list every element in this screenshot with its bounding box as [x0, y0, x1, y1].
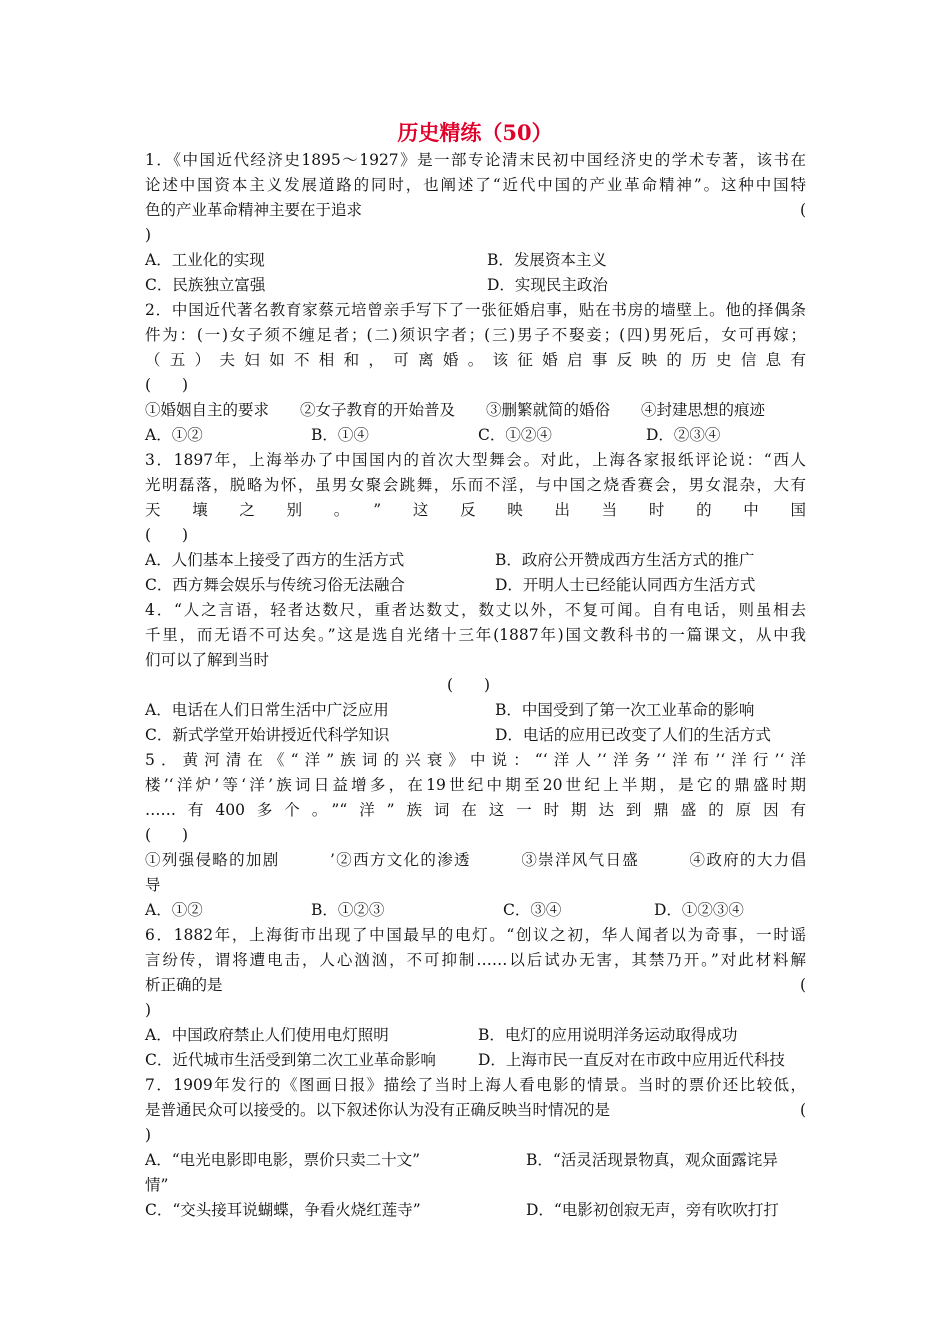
q6-option-d: D．上海市民一直反对在市政中应用近代科技: [478, 1051, 785, 1069]
q4-answer-paren: ( ): [447, 676, 491, 694]
q2-line-3: （五）夫妇如不相和，可离婚。该征婚启事反映的历史信息有: [145, 351, 806, 369]
q3-line-2: 光明磊落，脱略为怀，虽男女聚会跳舞，乐而不淫，与中国之烧香赛会，男女混杂，大有: [145, 476, 806, 494]
q4-option-b: B．中国受到了第一次工业革命的影响: [495, 701, 755, 719]
q1-option-a: A．工业化的实现: [145, 251, 265, 269]
q7-line-2: 是普通民众可以接受的。以下叙述你认为没有正确反映当时情况的是: [145, 1101, 611, 1119]
q2-option-b: B．①④: [311, 426, 369, 444]
q5-line-3: ……有400多个。”“洋”族词在这一时期达到鼎盛的原因有: [145, 801, 806, 819]
q5-line-1: 5．黄河清在《“洋”族词的兴衰》中说：“‘洋人’‘洋务’‘洋布’‘洋行’‘洋: [145, 751, 806, 769]
q4-line-1: 4．“人之言语，轻者达数尺，重者达数丈，数丈以外，不复可闻。自有电话，则虽相去: [145, 601, 806, 619]
q4-line-3: 们可以了解到当时: [145, 651, 270, 669]
q1-option-d: D．实现民主政治: [487, 276, 608, 294]
q5-option-c: C．③④: [503, 901, 562, 919]
q4-option-a: A．电话在人们日常生活中广泛应用: [145, 701, 389, 719]
q5-answer-paren: ( ): [145, 826, 189, 844]
q5-option-a: A．①②: [145, 901, 203, 919]
q2-option-d: D．②③④: [646, 426, 721, 444]
q7-option-b-cont: 情”: [145, 1176, 169, 1194]
q6-option-a: A．中国政府禁止人们使用电灯照明: [145, 1026, 389, 1044]
q2-option-a: A．①②: [145, 426, 203, 444]
q6-answer-paren-open: (: [799, 976, 806, 994]
q6-option-b: B．电灯的应用说明洋务运动取得成功: [478, 1026, 738, 1044]
q5-items: ①列强侵略的加剧 ’②西方文化的渗透 ③崇洋风气日盛 ④政府的大力倡: [145, 851, 806, 869]
q1-answer-paren-open: (: [799, 201, 806, 219]
q3-option-c: C．西方舞会娱乐与传统习俗无法融合: [145, 576, 405, 594]
q3-option-a: A．人们基本上接受了西方的生活方式: [145, 551, 405, 569]
q7-option-b: B．“活灵活现景物真，观众面露诧异: [526, 1151, 778, 1169]
q3-line-1: 3．1897年，上海举办了中国国内的首次大型舞会。对此，上海各家报纸评论说：“西人: [145, 451, 806, 469]
q1-option-c: C．民族独立富强: [145, 276, 266, 294]
q2-items: ①婚姻自主的要求 ②女子教育的开始普及 ③删繁就简的婚俗 ④封建思想的痕迹: [145, 401, 766, 419]
q3-answer-paren: ( ): [145, 526, 189, 544]
q2-line-1: 2．中国近代著名教育家蔡元培曾亲手写下了一张征婚启事，贴在书房的墙壁上。他的择偶条: [145, 301, 806, 319]
page-title: 历史精练（50）: [397, 120, 553, 145]
q6-line-3: 析正确的是: [145, 976, 223, 994]
q7-line-1: 7．1909年发行的《图画日报》描绘了当时上海人看电影的情景。当时的票价还比较低，: [145, 1076, 806, 1094]
q1-line-2: 论述中国资本主义发展道路的同时，也阐述了“近代中国的产业革命精神”。这种中国特: [145, 176, 806, 194]
q4-option-d: D．电话的应用已改变了人们的生活方式: [495, 726, 771, 744]
q5-option-d: D．①②③④: [654, 901, 744, 919]
q5-option-b: B．①②③: [311, 901, 385, 919]
q5-items-cont: 导: [145, 876, 161, 894]
q7-option-c: C．“交头接耳说蝴蝶，争看火烧红莲寺”: [145, 1201, 421, 1219]
q2-option-c: C．①②④: [478, 426, 552, 444]
q6-line-1: 6．1882年，上海街市出现了中国最早的电灯。“创议之初，华人闻者以为奇事，一时谣: [145, 926, 806, 944]
q7-answer-paren-close: ): [145, 1126, 152, 1144]
q1-option-b: B．发展资本主义: [487, 251, 607, 269]
q6-line-2: 言纷传，谓将遭电击，人心汹汹，不可抑制……以后试办无害，其禁乃开。”对此材料解: [145, 951, 806, 969]
q1-line-3: 色的产业革命精神主要在于追求: [145, 201, 363, 219]
q1-answer-paren-close: ): [145, 226, 152, 244]
q5-line-2: 楼’‘洋炉’等‘洋’族词日益增多，在19世纪中期至20世纪上半期，是它的鼎盛时期: [145, 776, 806, 794]
q3-line-3: 天壤之别。”这反映出当时的中国: [145, 501, 806, 519]
q7-answer-paren-open: (: [799, 1101, 806, 1119]
q4-option-c: C．新式学堂开始讲授近代科学知识: [145, 726, 390, 744]
q4-line-2: 千里，而无语不可达矣。”这是选自光绪十三年(1887年)国文教科书的一篇课文，从中我: [145, 626, 806, 644]
q2-line-2: 件为：(一)女子须不缠足者；(二)须识字者；(三)男子不娶妾；(四)男死后，女可再嫁；: [145, 326, 806, 344]
q3-option-d: D．开明人士已经能认同西方生活方式: [495, 576, 756, 594]
q6-answer-paren-close: ): [145, 1001, 152, 1019]
q2-answer-paren: ( ): [145, 376, 189, 394]
q6-option-c: C．近代城市生活受到第二次工业革命影响: [145, 1051, 436, 1069]
q1-line-1: 1．《中国近代经济史1895～1927》是一部专论清末民初中国经济史的学术专著，该书在: [145, 151, 806, 169]
q3-option-b: B．政府公开赞成西方生活方式的推广: [495, 551, 755, 569]
q7-option-a: A．“电光电影即电影，票价只卖二十文”: [145, 1151, 421, 1169]
q7-option-d: D．“电影初创寂无声，旁有吹吹打打: [526, 1201, 779, 1219]
